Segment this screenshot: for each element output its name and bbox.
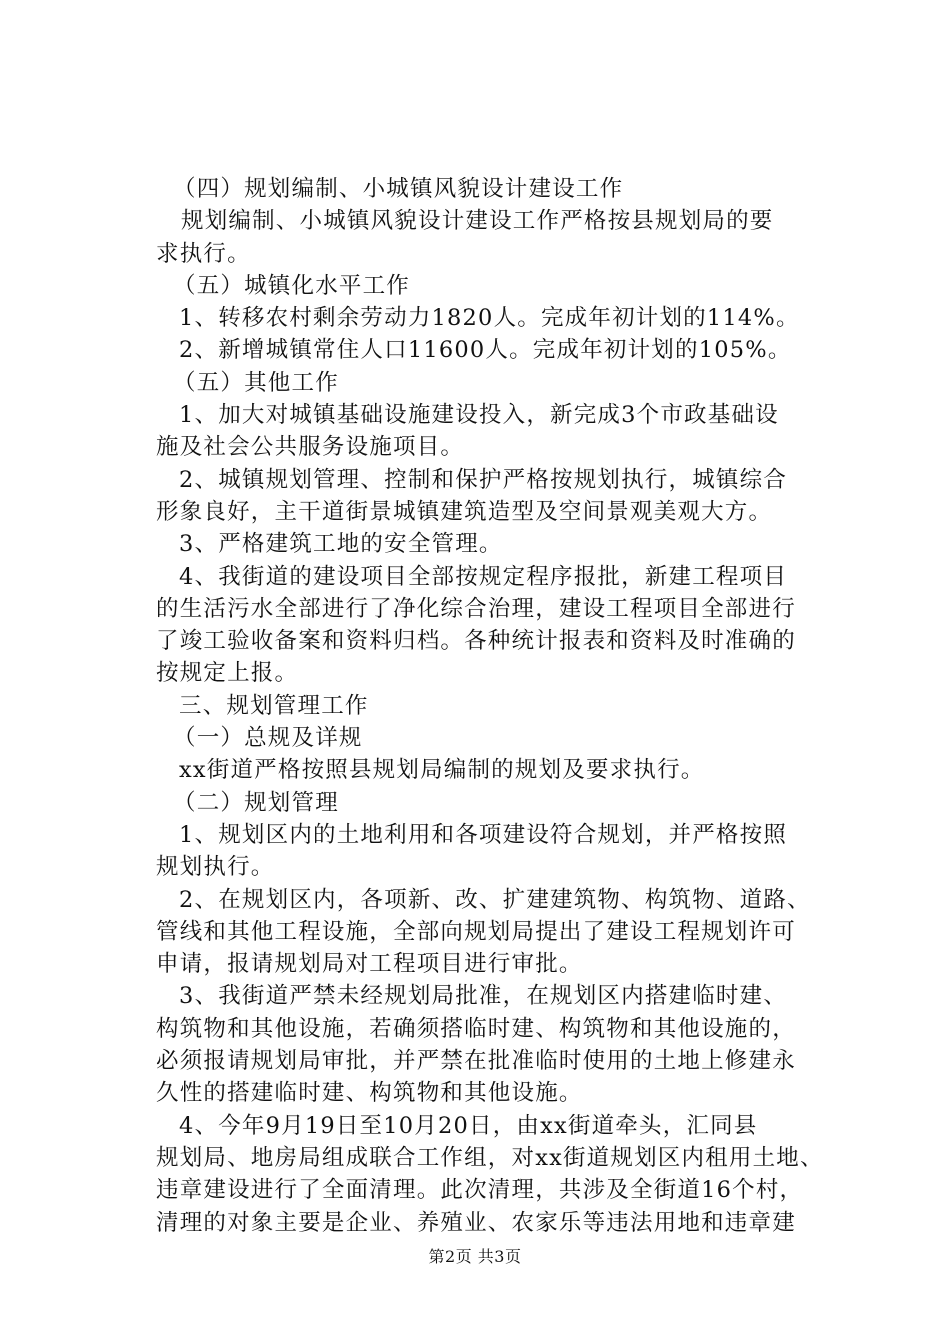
paragraph-line: 必须报请规划局审批，并严禁在批准临时使用的土地上修建永	[156, 1048, 796, 1075]
document-body	[156, 173, 836, 1239]
paragraph-line: 管线和其他工程设施，全部向规划局提出了建设工程规划许可	[156, 918, 796, 945]
paragraph-line: 久性的搭建临时建、构筑物和其他设施。	[156, 1080, 583, 1107]
list-item: 3、严格建筑工地的安全管理。	[179, 531, 503, 558]
section-heading: （四）规划编制、小城镇风貌设计建设工作	[173, 176, 624, 202]
paragraph-line: 清理的对象主要是企业、养殖业、农家乐等违法用地和违章建	[156, 1209, 796, 1236]
list-item: 4、今年9月19日至10月20日，由xx街道牵头，汇同县	[179, 1112, 758, 1139]
list-item: 1、转移农村剩余劳动力1820人。完成年初计划的114%。	[179, 305, 800, 332]
paragraph-line: xx街道严格按照县规划局编制的规划及要求执行。	[179, 757, 705, 784]
paragraph-line: 按规定上报。	[156, 660, 299, 687]
paragraph-line: 构筑物和其他设施，若确须搭临时建、构筑物和其他设施的，	[156, 1015, 796, 1042]
list-item: 2、新增城镇常住人口11600人。完成年初计划的105%。	[179, 337, 792, 364]
section-heading: （五）其他工作	[173, 369, 339, 396]
section-heading: （二）规划管理	[173, 789, 339, 816]
paragraph-line: 了竣工验收备案和资料归档。各种统计报表和资料及时准确的	[156, 628, 796, 655]
list-item: 2、在规划区内，各项新、改、扩建建筑物、构筑物、道路、	[179, 886, 811, 913]
paragraph-line: 的生活污水全部进行了净化综合治理，建设工程项目全部进行	[156, 595, 796, 622]
list-item: 3、我街道严禁未经规划局批准，在规划区内搭建临时建、	[179, 983, 788, 1010]
paragraph-line: 施及社会公共服务设施项目。	[156, 434, 465, 461]
section-heading: （一）总规及详规	[173, 725, 363, 752]
paragraph-line: 规划执行。	[156, 854, 275, 881]
paragraph-line: 求执行。	[156, 240, 251, 267]
list-item: 2、城镇规划管理、控制和保护严格按规划执行，城镇综合	[179, 466, 788, 493]
paragraph-line: 规划编制、小城镇风貌设计建设工作严格按县规划局的要	[181, 208, 774, 235]
list-item: 1、规划区内的土地利用和各项建设符合规划，并严格按照	[179, 821, 788, 848]
section-heading: （五）城镇化水平工作	[173, 272, 411, 299]
paragraph-line: 申请，报请规划局对工程项目进行审批。	[156, 951, 583, 978]
list-item: 1、加大对城镇基础设施建设投入，新完成3个市政基础设	[179, 402, 779, 429]
paragraph-line: 规划局、地房局组成联合工作组，对xx街道规划区内租用土地、	[156, 1144, 824, 1171]
paragraph-line: 违章建设进行了全面清理。此次清理，共涉及全街道16个村，	[156, 1177, 804, 1204]
list-item: 4、我街道的建设项目全部按规定程序报批，新建工程项目	[179, 563, 788, 590]
page-number-footer: 第2页 共3页	[428, 1247, 522, 1266]
section-heading: 三、规划管理工作	[179, 692, 369, 719]
paragraph-line: 形象良好，主干道街景城镇建筑造型及空间景观美观大方。	[156, 498, 773, 525]
